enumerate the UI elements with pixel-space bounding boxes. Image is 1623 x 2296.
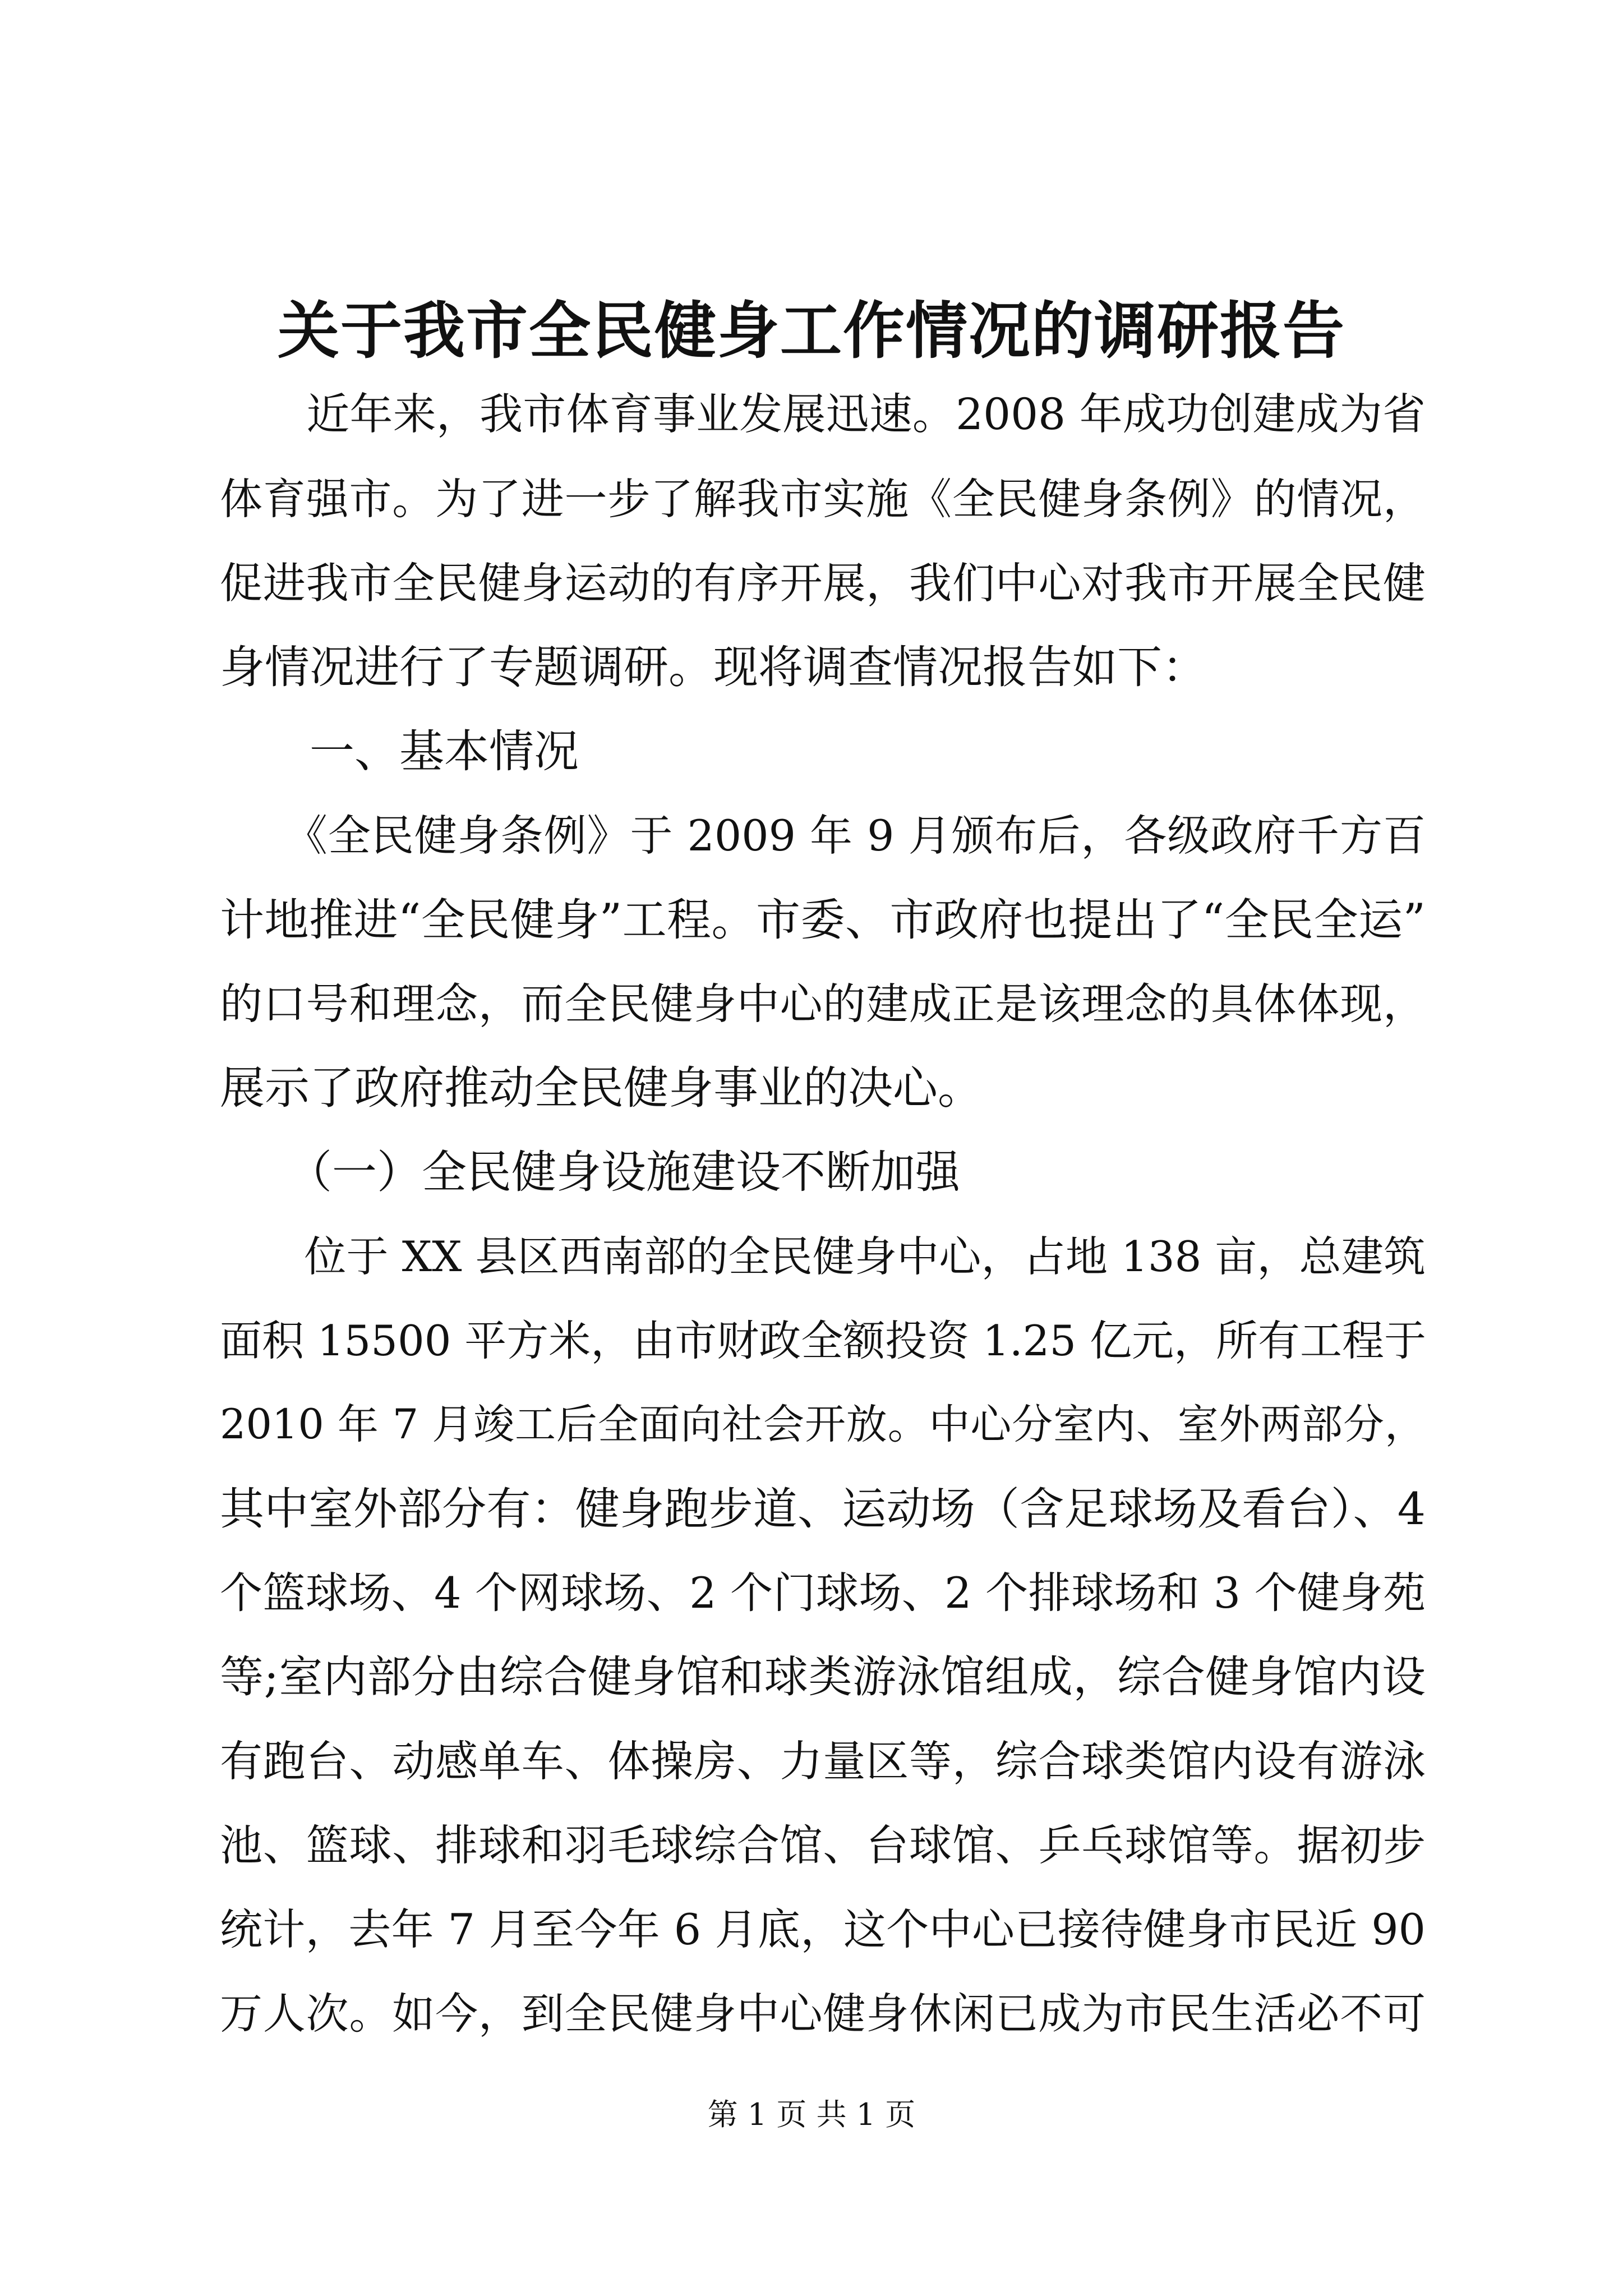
body-line-7: 计地推进“全民健身”工程。市委、市政府也提出了“全民全运” — [220, 894, 1426, 946]
body-line-6: 《全民健身条例》于 2009 年 9 月颁布后，各级政府千方百 — [220, 811, 1426, 861]
body-line-4: 身情况进行了专题调研。现将调查情况报告如下： — [220, 641, 1207, 693]
body-line-20: 万人次。如今，到全民健身中心健身休闲已成为市民生活必不可 — [220, 1989, 1426, 2039]
body-line-12: 面积 15500 平方米，由市财政全额投资 1.25 亿元，所有工程于 — [220, 1316, 1426, 1365]
body-line-3: 促进我市全民健身运动的有序开展，我们中心对我市开展全民健 — [220, 558, 1426, 608]
body-line-17: 有跑台、动感单车、体操房、力量区等，综合球类馆内设有游泳 — [220, 1736, 1426, 1786]
subsection-heading-facilities: （一）全民健身设施建设不断加强 — [220, 1146, 960, 1198]
body-line-9: 展示了政府推动全民健身事业的决心。 — [220, 1062, 983, 1114]
body-line-14: 其中室外部分有：健身跑步道、运动场（含足球场及看台）、4 — [220, 1483, 1426, 1535]
body-line-16: 等;室内部分由综合健身馆和球类游泳馆组成，综合健身馆内设 — [220, 1652, 1426, 1703]
body-line-15: 个篮球场、4 个网球场、2 个门球场、2 个排球场和 3 个健身苑 — [220, 1568, 1426, 1618]
body-line-18: 池、篮球、排球和羽毛球综合馆、台球馆、乒乓球馆等。据初步 — [220, 1820, 1426, 1870]
body-line-2: 体育强市。为了进一步了解我市实施《全民健身条例》的情况， — [220, 474, 1426, 524]
body-line-19: 统计，去年 7 月至今年 6 月底，这个中心已接待健身市民近 90 — [220, 1904, 1426, 1954]
body-line-8: 的口号和理念，而全民健身中心的建成正是该理念的具体体现， — [220, 979, 1426, 1029]
document-title: 关于我市全民健身工作情况的调研报告 — [278, 295, 1345, 367]
section-heading-basic: 一、基本情况 — [220, 725, 579, 777]
body-line-13: 2010 年 7 月竣工后全面向社会开放。中心分室内、室外两部分， — [220, 1401, 1426, 1448]
page-footer: 第 1 页 共 1 页 — [707, 2097, 916, 2132]
body-line-11: 位于 XX 县区西南部的全民健身中心，占地 138 亩，总建筑 — [220, 1232, 1426, 1281]
body-line-1: 近年来，我市体育事业发展迅速。2008 年成功创建成为省 — [220, 390, 1426, 440]
